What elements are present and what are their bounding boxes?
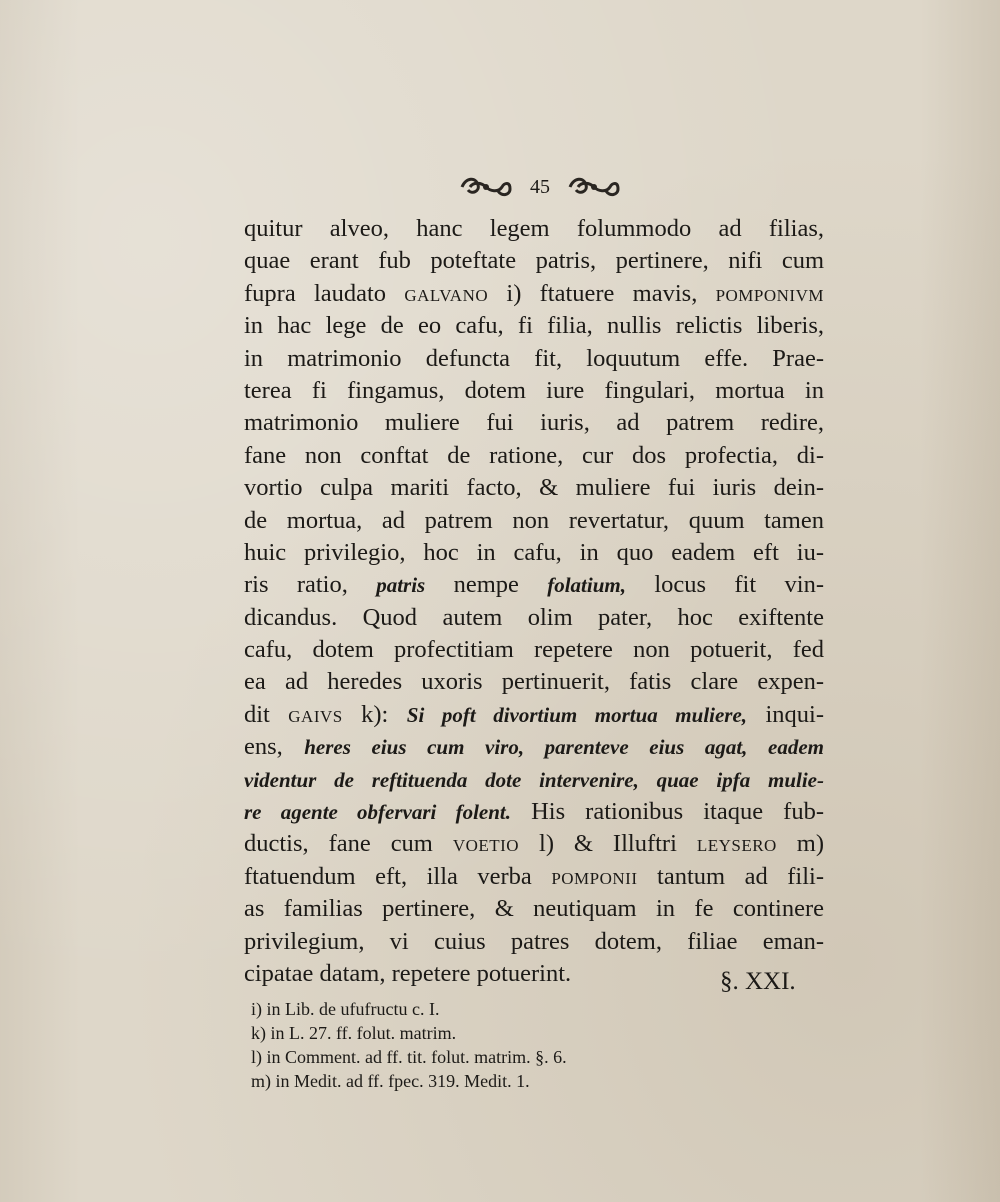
text-run: His rationibus itaque fub-	[510, 798, 824, 826]
page-number: 45	[530, 176, 550, 198]
text-run: as familias pertinere, & neutiquam in fe continere	[244, 895, 824, 923]
text-run: in hac lege de eo cafu, fi filia, nullis relictis liberis,	[244, 312, 824, 340]
italic-quote: heres eius cum viro, parenteve eius agat, eadem	[304, 735, 824, 760]
text-line	[244, 505, 824, 537]
text-run: l) & Illuftri	[519, 830, 697, 858]
text-line	[244, 699, 824, 731]
text-run: k):	[342, 700, 407, 728]
author-name: voetio	[452, 830, 520, 858]
text-run: tantum ad fili-	[637, 862, 824, 890]
italic-quote: folatium,	[547, 573, 626, 598]
author-name: pomponivm	[715, 279, 824, 307]
text-run: i) ftatuere mavis,	[488, 279, 716, 307]
text-run: huic privilegio, hoc in cafu, in quo eadem eft iu-	[244, 538, 824, 566]
fleuron-ornament-right	[566, 175, 622, 199]
text-run: fupra laudato	[244, 279, 405, 307]
author-name: galvano	[404, 279, 489, 307]
text-run: ductis, fane cum	[244, 830, 453, 858]
text-line	[244, 828, 824, 860]
text-run: matrimonio muliere fui iuris, ad patrem redire,	[244, 409, 824, 437]
text-line	[244, 440, 824, 472]
text-line	[244, 310, 824, 342]
author-name: gaivs	[288, 700, 343, 728]
text-run: ea ad heredes uxoris pertinuerit, fatis clare expen-	[244, 668, 824, 696]
text-run: cafu, dotem profectitiam repetere non potuerit, fed	[244, 636, 824, 664]
text-run: inqui-	[747, 700, 824, 728]
italic-quote: videntur de reftituenda dote intervenire, quae ipfa mulie-	[244, 767, 824, 792]
text-run: vortio culpa mariti facto, & muliere fui iuris dein-	[244, 474, 824, 502]
text-run: de mortua, ad patrem non revertatur, quum tamen	[244, 506, 824, 534]
text-run: ftatuendum eft, illa verba	[244, 862, 552, 890]
text-run: in matrimonio defuncta fit, loquutum effe. Prae-	[244, 344, 824, 372]
text-line	[244, 375, 824, 407]
text-run: ens,	[244, 733, 305, 761]
author-name: pomponii	[551, 862, 638, 890]
text-run: quae erant fub poteftate patris, pertinere, nifi cum	[244, 247, 824, 275]
body-text	[244, 213, 824, 990]
author-name: leysero	[696, 830, 777, 858]
text-line	[244, 926, 824, 958]
text-line	[244, 666, 824, 698]
text-line	[244, 278, 824, 310]
text-run: ris ratio,	[244, 571, 377, 599]
page-header	[445, 172, 635, 202]
fleuron-ornament-left	[458, 175, 514, 199]
text-line	[244, 569, 824, 601]
italic-quote: Si poft divortium mortua muliere,	[406, 702, 748, 727]
text-line	[244, 343, 824, 375]
italic-quote: re agente obfervari folent.	[244, 800, 511, 825]
text-line	[244, 731, 824, 763]
footnote: l) in Comment. ad ff. tit. folut. matrim. §. 6.	[251, 1047, 567, 1067]
footnote: i) in Lib. de ufufructu c. I.	[251, 999, 440, 1019]
text-run: quitur alveo, hanc legem folummodo ad filias,	[244, 215, 824, 242]
text-run: fane non conftat de ratione, cur dos profectia, di-	[244, 441, 824, 469]
text-line	[244, 764, 824, 796]
footnotes	[251, 997, 751, 1093]
text-line	[244, 602, 824, 634]
text-line	[244, 796, 824, 828]
text-run: m)	[776, 830, 824, 858]
footnote: k) in L. 27. ff. folut. matrim.	[251, 1023, 457, 1043]
text-line	[244, 861, 824, 893]
text-run: dit	[244, 700, 289, 728]
text-run: dicandus. Quod autem olim pater, hoc exiftente	[244, 603, 824, 631]
text-line	[244, 245, 824, 277]
footnote: m) in Medit. ad ff. fpec. 319. Medit. 1.	[251, 1071, 530, 1091]
text-run: nempe	[425, 571, 548, 599]
italic-quote: patris	[376, 573, 426, 598]
text-line	[244, 893, 824, 925]
section-heading: §. XXI.	[720, 968, 796, 995]
text-run: privilegium, vi cuius patres dotem, filiae eman-	[244, 927, 824, 955]
text-line	[244, 472, 824, 504]
text-line	[244, 537, 824, 569]
text-run: terea fi fingamus, dotem iure fingulari, mortua in	[244, 376, 824, 404]
text-run: locus fit vin-	[626, 571, 824, 599]
text-line	[244, 407, 824, 439]
text-line	[244, 213, 824, 245]
text-run: cipatae datam, repetere potuerint.	[244, 959, 572, 987]
text-line	[244, 634, 824, 666]
